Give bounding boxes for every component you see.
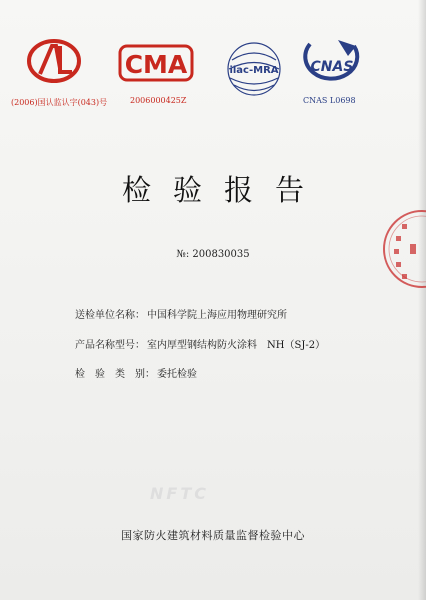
cnas-caption: CNAS L0698 (303, 96, 356, 105)
page-edge-shadow (418, 0, 426, 600)
issuing-organization: 国家防火建筑材料质量监督检验中心 (121, 529, 305, 542)
report-title: 检验报告 (121, 173, 326, 207)
cnas-logo-text: CNAS (310, 59, 354, 75)
field-product-value: 室内厚型钢结构防火涂料 NH（SJ-2） (147, 340, 326, 351)
field-category (75, 365, 197, 380)
cma-logo (118, 44, 194, 82)
nftc-watermark: NFTC (150, 484, 209, 503)
field-client (75, 306, 287, 321)
field-product-label: 产品名称型号： (75, 340, 145, 351)
field-category-label: 检 验 类 别： (75, 369, 155, 380)
cal-caption: (2006)国认监认字(043)号 (11, 98, 108, 107)
field-client-label: 送检单位名称： (75, 310, 145, 321)
cnas-logo (298, 36, 366, 92)
report-number: №: 200830035 (176, 249, 250, 260)
field-client-value: 中国科学院上海应用物理研究所 (147, 310, 287, 321)
field-category-value: 委托检验 (157, 369, 197, 380)
ilac-mra-logo (224, 40, 284, 98)
cma-caption: 2006000425Z (130, 96, 187, 105)
cal-logo (26, 38, 82, 84)
cma-logo-text: CMA (124, 50, 188, 79)
red-seal-stamp (382, 204, 426, 298)
ilac-logo-text: ilac-MRA (229, 65, 279, 76)
field-product (75, 336, 325, 351)
